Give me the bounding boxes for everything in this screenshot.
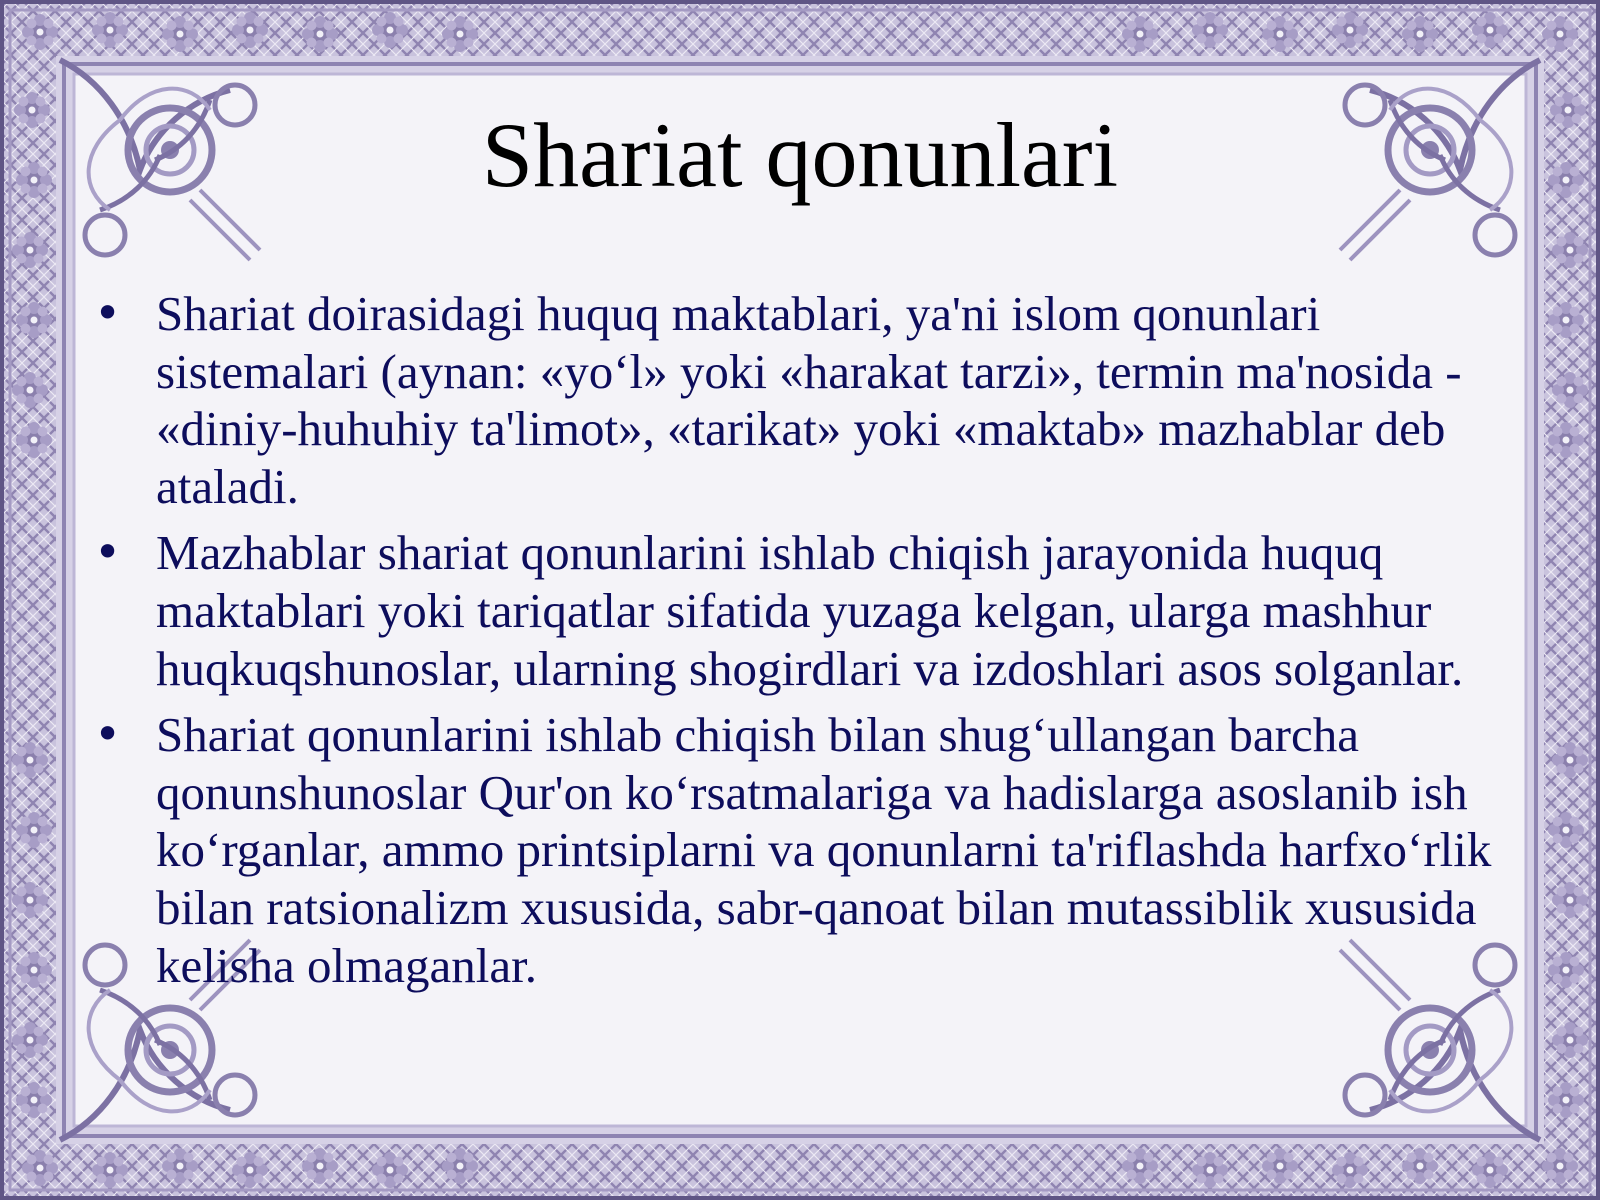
bullet-icon: • — [94, 525, 122, 580]
bullet-text: Shariat qonunlarini ishlab chiqish bilan shug‘ullangan barcha qonunshunoslar Qur'on ko‘rsatmalariga va hadislarga asoslanib ish ko‘rganlar, ammo printsiplarni va qonunlarni ta'riflashda harfxo‘rlik bilan ratsionalizm xususida, sabr-qanoat bilan mutassiblik xususida kelisha olmaganlar. — [156, 707, 1492, 993]
bullet-text: Shariat doirasidagi huquq maktablari, ya'ni islom qonunlari sistemalari (aynan: «yo‘l» yoki «harakat tarzi», termin ma'nosida - «diniy-huhuhiy ta'limot», «tarikat» yoki «maktab» mazhablar deb ataladi. — [156, 286, 1462, 514]
bullet-item — [94, 524, 1514, 697]
bullet-list — [94, 285, 1514, 1003]
bullet-item — [94, 285, 1514, 515]
slide-title: Shariat qonunlari — [481, 104, 1119, 206]
bullet-icon: • — [94, 286, 122, 340]
bullet-icon: • — [94, 707, 122, 762]
bullet-text: Mazhablar shariat qonunlarini ishlab chiqish jarayonida huquq maktablari yoki tariqatlar sifatida yuzaga kelgan, ularga mashhur huqkuqshunoslar, ularning shogirdlari va izdoshlari asos solganlar. — [156, 525, 1464, 696]
bullet-item — [94, 706, 1514, 994]
